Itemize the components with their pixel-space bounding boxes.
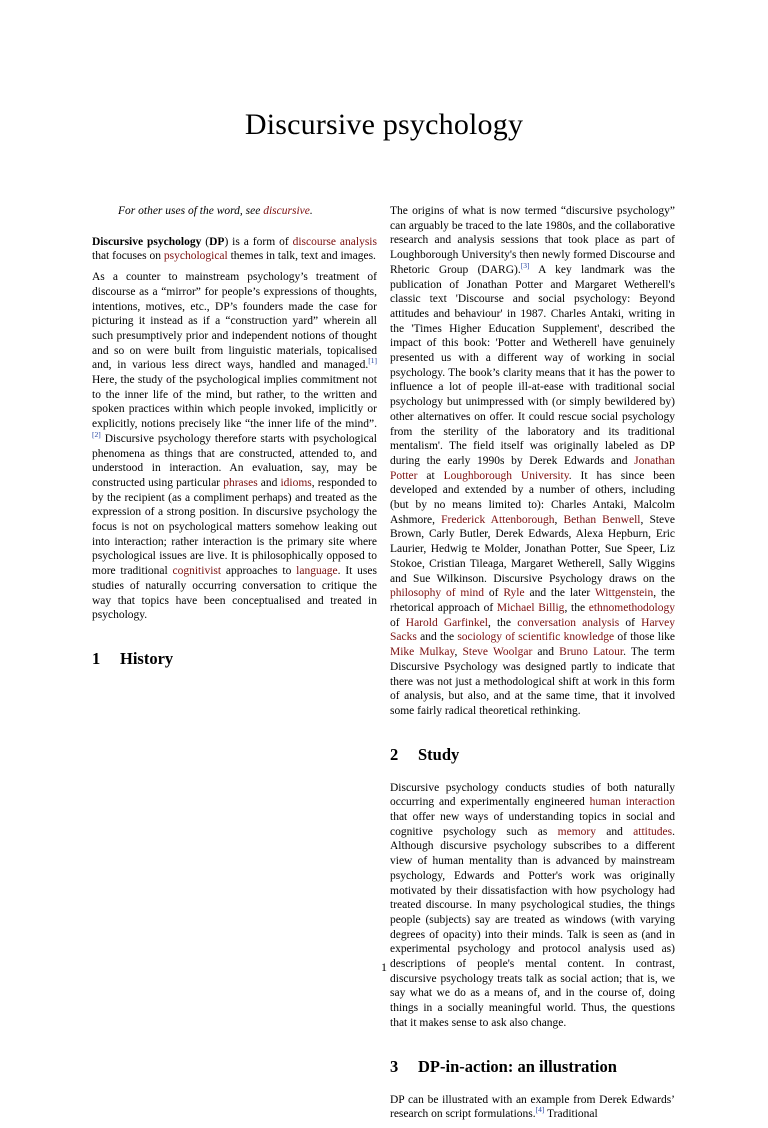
- hatnote: For other uses of the word, see discursive.: [118, 205, 313, 217]
- link-steve-woolgar[interactable]: Steve Woolgar: [462, 646, 533, 659]
- link-ryle[interactable]: Ryle: [503, 587, 525, 600]
- link-mike-mulkay[interactable]: Mike Mulkay: [390, 646, 455, 659]
- link-discursive[interactable]: discursive: [263, 205, 310, 217]
- link-frederick-attenborough[interactable]: Frederick Attenborough: [441, 513, 555, 526]
- section-heading-study: 2 Study: [390, 744, 460, 764]
- link-phrases[interactable]: phrases: [223, 476, 258, 489]
- link-language[interactable]: language: [296, 565, 338, 578]
- link-harvey-sacks[interactable]: Harvey Sacks: [390, 616, 675, 644]
- link-idioms[interactable]: idioms: [280, 476, 312, 489]
- study-paragraph: Discursive psychology conducts studies of both naturally occurring and experimentally engineered human interaction that offer new ways of understanding topics in social and cognitive psychology such as memory and attitudes. Although discursive psychology subscribes to a different view of human mentality than is advanced by mainstream psychology, Edwards and Potter's work was originally motivated by their dissatisfaction with how psychology had treated discourse. In many psychological studies, the things people (subjects) say are treated as windows (with varying degrees of opacity) into their minds. Talk is seen as (and in experimental psychology and protocol analysis used as) descriptions of people's mental content. In contrast, discursive psychology treats talk as social action; that is, we say what we do as a means of, and in the course of, doing things in a socially meaningful world. Thus, the questions that it makes sense to ask also change.: [390, 781, 675, 1029]
- link-psychological[interactable]: psychological: [163, 250, 228, 263]
- intro-paragraph-1: Discursive psychology (DP) is a form of discourse analysis that focuses on psychological themes in talk, text and images.: [92, 235, 377, 263]
- history-paragraph: The origins of what is now termed “discursive psychology” can arguably be traced to the late 1980s, and the collaborative research and analysis sessions that took place as part of Loughborough University's then newly formed Discourse and Rhetoric Group (DARG).[3] A key landmark was the publication of Jonathan Potter and Margaret Wetherell's classic text 'Discourse and social psychology: Beyond attitudes and behaviour' in 1987. Charles Antaki, writing in the 'Times Higher Education Supplement', described the impact of this book: 'Potter and Wetherell have genuinely presented us with a different way of working in social psychology. The book’s clarity means that it has the power to influence a lot of people ill-at-ease with traditional social psychology but unimpressed with (or simply bewildered by) other alternatives on offer. It could rescue social psychology from the sterility of the laboratory and its traditional mentalism'. The field itself was originally labeled as DP during the early 1990s by Derek Edwards and Jonathan Potter at Loughborough University. It has since been developed and extended by a number of others, including (but by no means limited to): Charles Antaki, Malcolm Ashmore, Frederick Attenborough, Bethan Benwell, Steve Brown, Carly Butler, Derek Edwards, Alexa Hepburn, Eric Laurier, Hedwig te Molder, Jonathan Potter, Sue Speer, Liz Stokoe, Cristian Tileaga, Margaret Wetherell, Sally Wiggins and Sue Wilkinson. Discursive Psychology draws on the philosophy of mind of Ryle and the later Wittgenstein, the rhetorical approach of Michael Billig, the ethnomethodology of Harold Garfinkel, the conversation analysis of Harvey Sacks and the sociology of scientific knowledge of those like Mike Mulkay, Steve Woolgar and Bruno Latour. The term Discursive Psychology was designed partly to indicate that there was not just a methodological shift at work in this form of analysis, but also, and at the same time, that it involved some fairly radical theoretical rethinking.: [390, 205, 675, 717]
- link-harold-garfinkel[interactable]: Harold Garfinkel: [405, 616, 488, 629]
- page-title: Discursive psychology: [244, 108, 524, 141]
- link-conversation-analysis[interactable]: conversation analysis: [517, 616, 620, 629]
- citation-3[interactable]: [3]: [520, 260, 530, 270]
- link-cognitivist[interactable]: cognitivist: [172, 565, 222, 578]
- link-michael-billig[interactable]: Michael Billig: [496, 601, 565, 614]
- citation-1[interactable]: [1]: [368, 356, 377, 366]
- link-philosophy-of-mind[interactable]: philosophy of mind: [390, 587, 485, 600]
- section-heading-dp-in-action: 3 DP-in-action: an illustration: [390, 1056, 617, 1076]
- dp-in-action-paragraph: DP can be illustrated with an example from Derek Edwards’ research on script formulations.[4] Traditional: [390, 1093, 675, 1121]
- citation-2[interactable]: [2]: [92, 430, 101, 440]
- section-heading-history: 1 History: [92, 648, 174, 668]
- page-number: 1: [381, 960, 387, 974]
- link-wittgenstein[interactable]: Wittgenstein: [594, 587, 654, 600]
- left-column: [92, 204, 377, 685]
- link-ethnomethodology[interactable]: ethnomethodology: [588, 601, 675, 614]
- link-discourse-analysis[interactable]: discourse analysis: [292, 235, 377, 248]
- link-sociology-of-scientific-knowledge[interactable]: sociology of scientific knowledge: [457, 631, 615, 644]
- link-attitudes[interactable]: attitudes: [633, 825, 673, 838]
- intro-paragraph-2: As a counter to mainstream psychology’s treatment of discourse as a “mirror” for people’s expressions of thoughts, intentions, motives, etc., DP’s founders made the case for picturing it instead as if a “construction yard” wherein all such presumptively prior and independent notions of thought and so on were built from linguistic materials, topicalised and, in various less direct ways, handled and managed.[1] Here, the study of the psychological implies commitment not to the inner life of the mind, but rather, to the written and spoken practices within which people invoked, implicitly or explicitly, notions precisely like “the inner life of the mind”.[2] Discursive psychology therefore starts with psychological phenomena as things that are constructed, attended to, and understood in interaction. An evaluation, say, may be constructed using particular phrases and idioms, responded to by the recipient (as a compliment perhaps) and treated as the expression of a strong position. In discursive psychology the focus is not on psychological matters somehow leaking out into interaction; rather interaction is the primary site where psychological issues are live. It is philosophically opposed to more traditional cognitivist approaches to language. It uses studies of naturally occurring conversation to critique the way that topics have been conceptualised and treated in psychology.: [92, 271, 377, 622]
- link-bethan-benwell[interactable]: Bethan Benwell: [563, 513, 641, 526]
- right-column: [390, 204, 675, 1128]
- citation-4[interactable]: [4]: [535, 1105, 545, 1115]
- link-loughborough-university[interactable]: Loughborough University: [443, 469, 569, 482]
- link-jonathan-potter[interactable]: Jonathan Potter: [390, 454, 675, 482]
- link-memory[interactable]: memory: [557, 825, 596, 838]
- link-human-interaction[interactable]: human interaction: [589, 796, 675, 809]
- link-bruno-latour[interactable]: Bruno Latour: [559, 646, 624, 659]
